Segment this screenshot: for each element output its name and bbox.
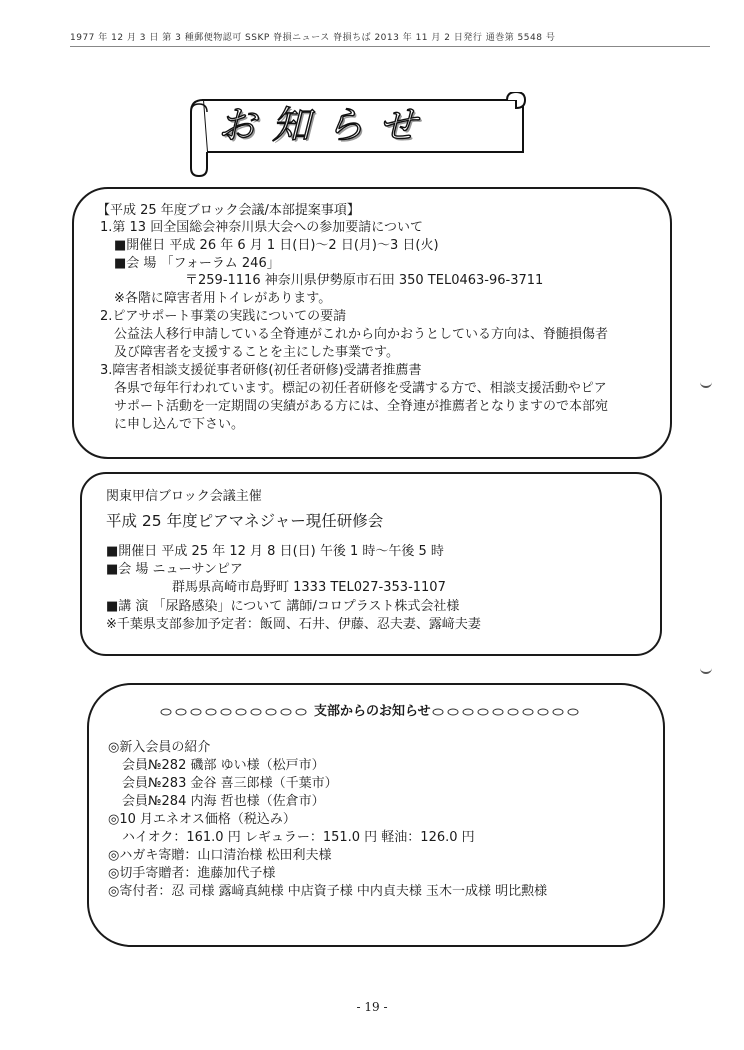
divider-ornament — [266, 709, 276, 715]
divider-ornament — [296, 709, 306, 715]
divider-ornament — [478, 709, 488, 715]
section3-line: ◎新入会員の紹介 — [108, 740, 211, 755]
divider-ornament — [176, 709, 186, 715]
divider-ornament — [221, 709, 231, 715]
section1-line: 3.障害者相談支援従事者研修(初任者研修)受講者推薦書 — [100, 363, 422, 378]
newspaper-header: 1977 年 12 月 3 日 第 3 種郵便物認可 SSKP 脊損ニュース 脊損ちば 2013 年 11 月 2 日発行 通巻第 5548 号 — [70, 30, 710, 47]
divider-ornament — [463, 709, 473, 715]
divider-ornament — [508, 709, 518, 715]
section1-line: ■開催日 平成 26 年 6 月 1 日(日)〜2 日(月)〜3 日(火) — [114, 238, 439, 253]
divider-ornament — [251, 709, 261, 715]
section3-line: ハイオク：161.0 円 レギュラー：151.0 円 軽油：126.0 円 — [122, 830, 475, 845]
page-number: - 19 - — [356, 1000, 388, 1014]
section1-line: 及び障害者を支援することを主にした事業です。 — [114, 345, 399, 360]
divider-ornament — [553, 709, 563, 715]
section2-line: ※千葉県支部参加予定者：飯岡、石井、伊藤、忍夫妻、露﨑夫妻 — [106, 617, 481, 632]
section1-line: 各県で毎年行われています。標記の初任者研修を受講する方で、相談支援活動やピア — [114, 381, 607, 396]
divider-ornament — [538, 709, 548, 715]
section2-line: 群馬県高崎市島野町 1333 TEL027-353-1107 — [172, 580, 446, 595]
decorative-divider-right — [432, 706, 582, 718]
divider-ornament — [523, 709, 533, 715]
section2-title: 平成 25 年度ピアマネジャー現任研修会 — [106, 512, 384, 530]
divider-ornament — [161, 709, 171, 715]
scan-mark — [700, 378, 712, 388]
section1-heading: 【平成 25 年度ブロック会議/本部提案事項】 — [97, 203, 360, 218]
divider-ornament — [448, 709, 458, 715]
divider-ornament — [493, 709, 503, 715]
section2-line: ■開催日 平成 25 年 12 月 8 日(日) 午後 1 時〜午後 5 時 — [106, 544, 444, 559]
section1-line: 1.第 13 回全国総会神奈川県大会への参加要請について — [100, 220, 423, 235]
divider-ornament — [433, 709, 443, 715]
section3-line: 会員№283 金谷 喜三郎様（千葉市） — [122, 776, 338, 791]
divider-ornament — [568, 709, 578, 715]
divider-ornament — [206, 709, 216, 715]
divider-ornament — [236, 709, 246, 715]
divider-ornament — [281, 709, 291, 715]
decorative-divider-left — [160, 706, 310, 718]
section3-heading: 支部からのお知らせ — [314, 704, 431, 719]
section2-line: ■会 場 ニューサンピア — [106, 562, 243, 577]
divider-ornament — [191, 709, 201, 715]
section3-line: 会員№282 磯部 ゆい様（松戸市） — [122, 758, 325, 773]
section1-line: に申し込んで下さい。 — [114, 417, 245, 432]
section1-line: ※各階に障害者用トイレがあります。 — [114, 291, 332, 306]
section1-line: 〒259-1116 神奈川県伊勢原市石田 350 TEL0463-96-3711 — [185, 273, 544, 288]
page-title: お知らせ — [218, 103, 433, 147]
scan-mark — [700, 664, 712, 674]
section1-line: 公益法人移行申請している全脊連がこれから向かおうとしている方向は、脊髄損傷者 — [114, 327, 609, 342]
section3-line: 会員№284 内海 哲也様（佐倉市） — [122, 794, 325, 809]
section1-line: 2.ピアサポート事業の実践についての要請 — [100, 309, 347, 324]
section1-line: ■会 場 「フォーラム 246」 — [114, 256, 280, 271]
section3-line: ◎ハガキ寄贈：山口清治様 松田利夫様 — [108, 848, 332, 863]
section1-line: サポート活動を一定期間の実績がある方には、全脊連が推薦者となりますので本部宛 — [114, 399, 609, 414]
section3-line: ◎10 月エネオス価格（税込み） — [108, 812, 296, 827]
section3-line: ◎切手寄贈者：進藤加代子様 — [108, 866, 276, 881]
section2-organizer: 関東甲信ブロック会議主催 — [106, 489, 262, 504]
section3-line: ◎寄付者：忍 司様 露﨑真純様 中店資子様 中内貞夫様 玉木一成様 明比勲様 — [108, 884, 548, 899]
section2-line: ■講 演 「尿路感染」について 講師/コロプラスト株式会社様 — [106, 599, 460, 614]
